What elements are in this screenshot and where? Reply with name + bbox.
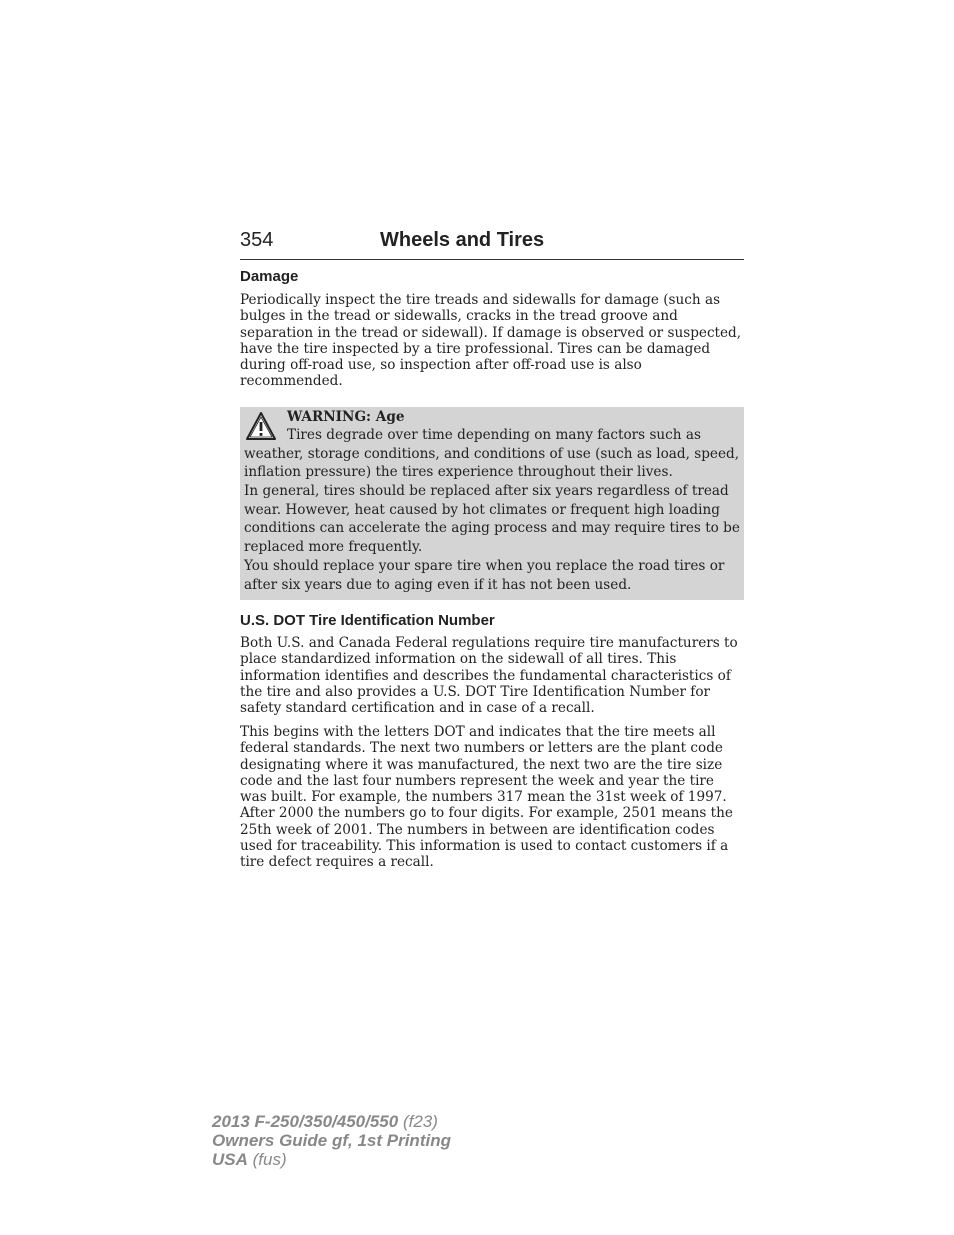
header-rule: [240, 259, 744, 260]
warning-box: [240, 407, 744, 600]
page-number: 354: [240, 229, 274, 251]
dot-paragraph-2: This begins with the letters DOT and indicates that the tire meets all federal standards. The next two numbers or letters are the plant code designating where it was manufactured, the next two are the tire size code and the last four numbers represent the week and year the tire was built. For example, the numbers 317 mean the 31st week of 1997. After 2000 the numbers go to four digits. For example, 2501 means the 25th week of 2001. The numbers in between are identification codes used for traceability. This information is used to contact customers if a tire defect requires a recall.: [240, 724, 733, 871]
warning-paragraph-2: In general, tires should be replaced after six years regardless of tread wear. However, heat caused by hot climates or frequent high loading conditions can accelerate the aging process and may require tires to be replaced more frequently.: [244, 483, 740, 556]
damage-heading: Damage: [240, 268, 299, 285]
dot-heading: U.S. DOT Tire Identification Number: [240, 612, 495, 629]
footer-line-1: 2013 F-250/350/450/550 (f23): [212, 1112, 438, 1131]
damage-paragraph: Periodically inspect the tire treads and sidewalls for damage (such as bulges in the tread or sidewalls, cracks in the tread groove and separation in the tread or sidewall). If damage is observed or suspected, have the tire inspected by a tire professional. Tires can be damaged during off-road use, so inspection after off-road use is also recommended.: [240, 292, 742, 390]
dot-paragraph-1: Both U.S. and Canada Federal regulations require tire manufacturers to place standardized information on the sidewall of all tires. This information identifies and describes the fundamental characteristics of the tire and also provides a U.S. DOT Tire Identification Number for safety standard certification and in case of a recall.: [240, 635, 738, 717]
warning-paragraph-1: Tires degrade over time depending on many factors such as weather, storage conditions, and conditions of use (such as load, speed, inflation pressure) the tires experience throughout their lives.: [244, 427, 740, 481]
warning-paragraph-3: You should replace your spare tire when you replace the road tires or after six years due to aging even if it has not been used.: [244, 558, 725, 593]
footer-line-2: Owners Guide gf, 1st Printing: [212, 1131, 451, 1150]
page-title: Wheels and Tires: [380, 229, 545, 251]
warning-title: WARNING: Age: [287, 409, 405, 425]
footer-line-3: USA (fus): [212, 1150, 287, 1169]
footer: [212, 1112, 451, 1169]
